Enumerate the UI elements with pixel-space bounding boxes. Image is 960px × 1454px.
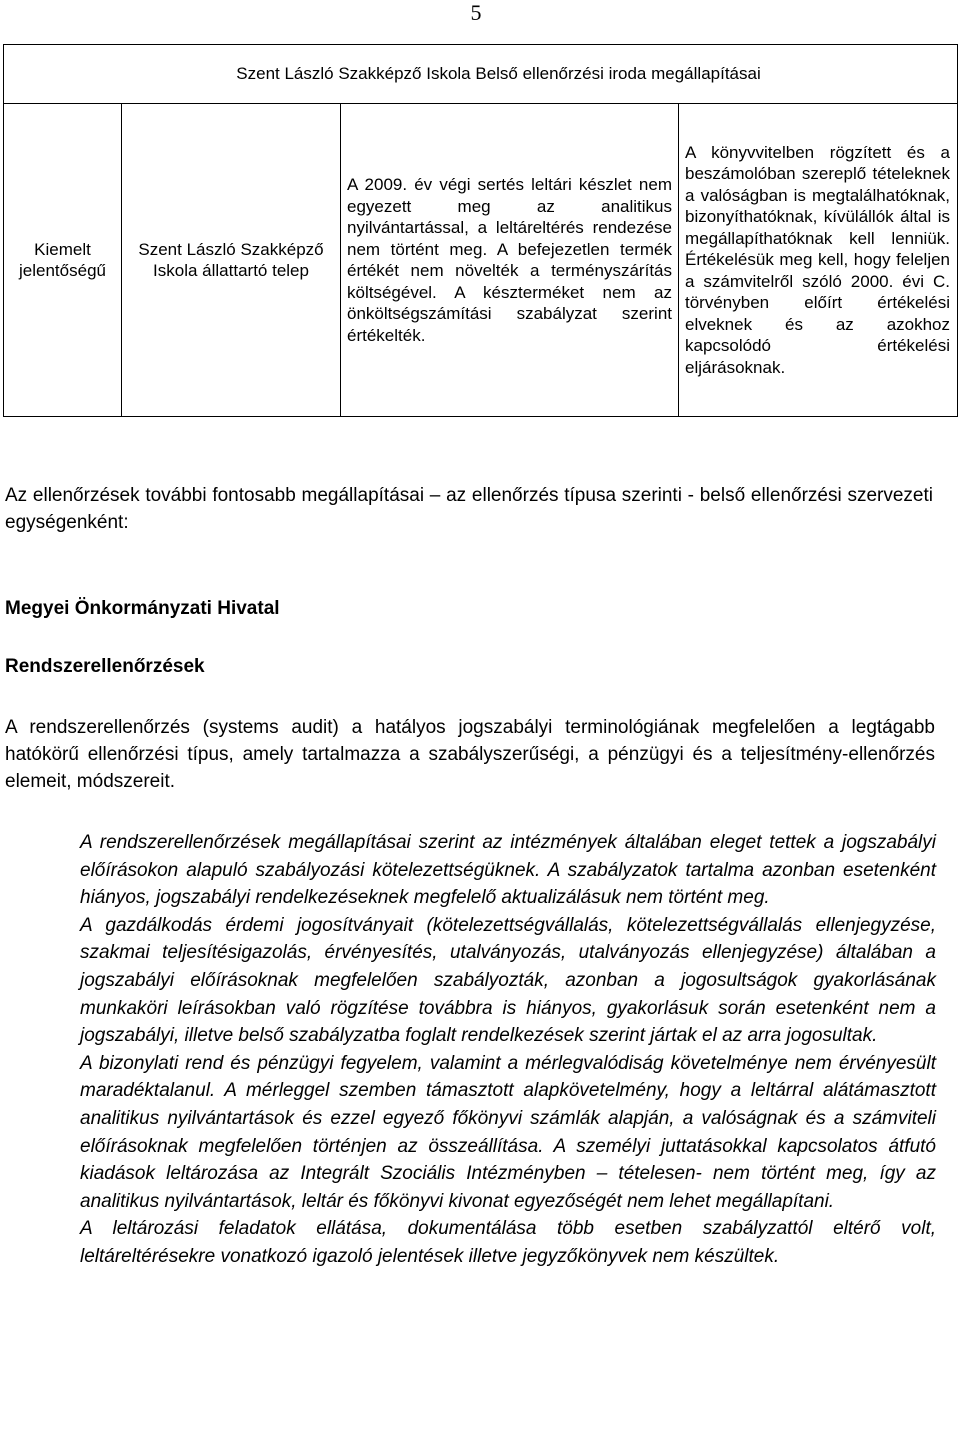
subsection-heading: Rendszerellenőrzések — [5, 656, 205, 677]
table-header-row — [4, 45, 958, 104]
definition-paragraph: A rendszerellenőrzés (systems audit) a hatályos jogszabályi terminológiának megfelelően a legtágabb hatókörű ellenőrzési típus, amely tartalmazza a szabályszerűségi, a pénzügyi és a teljesítmény-ellenőrzés elemeit, módszereit. — [5, 717, 935, 792]
table-row — [4, 104, 958, 417]
intro-paragraph: Az ellenőrzések további fontosabb megállapításai – az ellenőrzés típusa szerinti - belső ellenőrzési szervezeti egységenként: — [5, 485, 933, 533]
recommendation-cell: A könyvvitelben rögzített és a beszámolóban szereplő tételeknek a valóságban is megtalálhatóknak, bizonyíthatóknak, kívülállók által is megállapíthatóknak kell lenniük. Értékelésük meg kell, hogy feleljen a számvitelről szóló 2000. évi C. törvényben előírt értékelési elveknek és az azokhoz kapcsolódó értékelési eljárásoknak. — [679, 104, 958, 417]
page-number: 5 — [470, 0, 482, 25]
findings-paragraph: A gazdálkodás érdemi jogosítványait (kötelezettségvállalás, kötelezettségvállalás ellenjegyzése, szakmai teljesítésigazolás, érvényesítés, utalványozás, utalványozás ellenjegyzése) általában a jogszabályi előírásoknak megfelelően szabályozták, azonban a jogosultságok gyakorlásának munkaköri leírásokban való rögzítése továbbra is hiányos, gyakorlásuk során esetenként nem a jogszabályi, illetve belső szabályzatba foglalt rendelkezések szerint jártak el az arra jogosultak. — [80, 914, 936, 1047]
findings-paragraph: A bizonylati rend és pénzügyi fegyelem, valamint a mérlegvalódiság követelménye nem érvényesült maradéktalanul. A mérleggel szemben támasztott alapkövetelmény, hogy a leltárral alátámasztott analitikus nyilvántartások és ezzel egyező főkönyvi számlák alapján, a valóságnak és a számviteli előírásoknak megfelelően történjen az összeállítása. A személyi juttatásokkal kapcsolatos átfutó kiadások leltározása az Integrált Szociális Intézményben – tételesen- nem történt meg, így az analitikus nyilvántartások, leltár és főkönyvi kivonat egyezőségét nem lehet megállapítani. — [80, 1052, 936, 1212]
findings-paragraph: A rendszerellenőrzések megállapításai szerint az intézmények általában eleget tettek a jogszabályi előírásokon alapuló szabályozási kötelezettségüknek. A szabályzatok tartalma azonban esetenként hiányos, jogszabályi rendelkezéseknek megfelelő aktualizálásuk nem történt meg. — [80, 832, 936, 909]
priority-cell: Kiemelt jelentőségű — [4, 104, 122, 417]
table-title: Szent László Szakképző Iskola Belső ellenőrzési iroda megállapításai — [4, 45, 958, 104]
audited-unit-cell: Szent László Szakképző Iskola állattartó telep — [122, 104, 341, 417]
section-heading: Megyei Önkormányzati Hivatal — [5, 598, 280, 619]
findings-table — [3, 44, 958, 417]
finding-cell: A 2009. év végi sertés leltári készlet nem egyezett meg az analitikus nyilvántartással, a leltáreltérés rendezése nem történt meg. A befejezetlen termék értékét nem növelték a terményszárítás költségével. A készterméket nem az önköltségszámítási szabályzat szerint értékelték. — [341, 104, 679, 417]
findings-paragraph: A leltározási feladatok ellátása, dokumentálása több esetben szabályzattól eltérő volt, leltáreltérésekre vonatkozó igazoló jelentések illetve jegyzőkönyvek nem készültek. — [80, 1218, 936, 1267]
findings-text-block — [80, 829, 936, 1271]
